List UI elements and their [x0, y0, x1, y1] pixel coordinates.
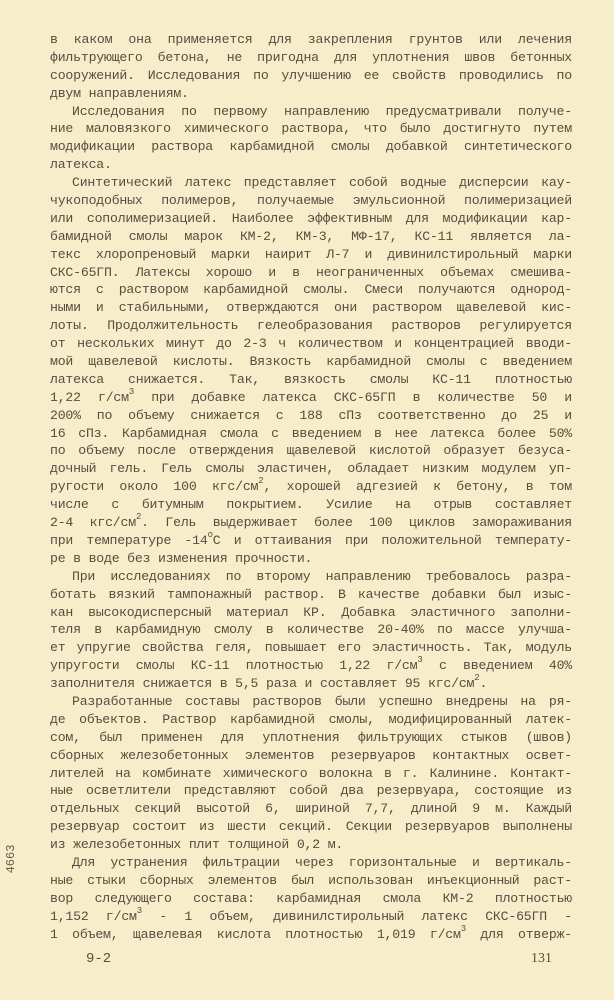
- text-segment: де объектов. Раствор карбамидной смолы, модифицированный латек-: [50, 711, 572, 727]
- paragraph: [50, 103, 572, 175]
- text-line: [50, 800, 572, 818]
- paragraph: [50, 693, 572, 854]
- text-segment: в каком она применяется для закрепления грунтов или лечения: [50, 32, 572, 47]
- text-segment: от нескольких минут до 2-3 ч количеством и концентрацией вводи-: [50, 336, 572, 352]
- text-segment: фильтрующего бетона, не пригодна для уплотнения швов бетонных: [50, 49, 572, 65]
- text-line: [50, 425, 572, 443]
- text-segment: латекса.: [50, 157, 112, 173]
- text-segment: 1,22 г/см: [50, 389, 129, 405]
- text-line: [50, 836, 572, 854]
- text-line: [50, 353, 572, 371]
- document-body: [50, 31, 572, 943]
- text-segment: 2-4 кгс/см: [50, 515, 136, 531]
- text-segment: ными и стабильными, отверждаются они раствором щавелевой кис-: [50, 300, 572, 316]
- text-line: [50, 550, 572, 568]
- text-segment: 200% по объему снижается с 188 сПз соответственно до 25 и: [50, 407, 572, 423]
- text-line: [50, 765, 572, 783]
- text-line: [50, 299, 572, 317]
- text-segment: для отверж-: [465, 926, 572, 942]
- text-line: [50, 604, 572, 622]
- text-line: [50, 818, 572, 836]
- text-line: [50, 103, 572, 121]
- text-segment: 1,152 г/см: [50, 908, 137, 924]
- text-segment: ботать вязкий тампонажный раствор. В качестве добавки был изыс-: [50, 586, 572, 602]
- text-line: [50, 156, 572, 174]
- text-line: [50, 192, 572, 210]
- text-segment: из железобетонных плит толщиной 0,2 м.: [50, 837, 344, 853]
- text-segment: С и оттаивания при положительной температу-: [212, 532, 572, 548]
- text-segment: ругости около 100 кгс/см: [50, 479, 259, 495]
- text-line: [50, 496, 572, 514]
- text-line: [50, 529, 572, 550]
- text-line: [50, 568, 572, 586]
- superscript: 3: [128, 386, 135, 397]
- text-segment: с введением 40%: [422, 658, 573, 674]
- text-line: [50, 281, 572, 299]
- superscript: о: [207, 529, 213, 540]
- text-line: [50, 120, 572, 138]
- paragraph: [50, 568, 572, 693]
- text-segment: Синтетический латекс представляет собой водные дисперсии кау-: [72, 175, 572, 191]
- text-segment: Для устранения фильтрации через горизонтальные и вертикаль-: [72, 854, 572, 870]
- text-segment: чукоподобных полимеров, получаемые эмульсионной полимеризацией: [50, 193, 572, 209]
- text-line: [50, 586, 572, 604]
- text-segment: сборных железобетонных элементов резервуаров контактных освет-: [50, 747, 572, 763]
- superscript: 3: [136, 905, 142, 916]
- text-line: [50, 85, 572, 103]
- text-line: [50, 478, 572, 496]
- text-line: [50, 49, 572, 67]
- paragraph: [50, 854, 572, 943]
- text-segment: дочный гель. Гель смолы эластичен, обладает низким модулем уп-: [50, 461, 572, 477]
- text-segment: .: [479, 676, 488, 692]
- text-line: [50, 747, 572, 765]
- text-line: [50, 514, 572, 532]
- paragraph: [50, 174, 572, 568]
- text-segment: лоты. Продолжительность гелеобразования растворов регулируется: [50, 318, 572, 334]
- text-line: [50, 210, 572, 228]
- text-segment: при добавке латекса СКС-65ГП в количестве 50 и: [134, 389, 572, 405]
- text-line: [50, 174, 572, 192]
- text-segment: числе с битумным покрытием. Усилие на отрыв составляет: [50, 497, 572, 513]
- superscript: 2: [135, 512, 142, 523]
- text-segment: , хорошей адгезией к бетону, в том: [263, 479, 572, 495]
- text-line: [50, 782, 572, 800]
- text-segment: . Гель выдерживает более 100 циклов замораживания: [141, 515, 572, 531]
- text-line: [50, 639, 572, 657]
- superscript: 3: [417, 655, 423, 666]
- superscript: 3: [460, 923, 466, 934]
- text-segment: - 1 объем, дивинилстирольный латекс СКС-65ГП -: [141, 908, 572, 924]
- text-segment: резервуар состоит из шести секций. Секции резервуаров выполнены: [50, 819, 572, 835]
- text-segment: латекса снижается. Так, вязкость смолы КС-11 плотностью: [50, 371, 572, 387]
- text-line: [50, 460, 572, 478]
- text-line: [50, 317, 572, 335]
- text-line: [50, 923, 572, 944]
- text-line: [50, 67, 572, 85]
- superscript: 2: [258, 476, 264, 487]
- text-line: [50, 31, 572, 49]
- text-line: [50, 711, 572, 729]
- text-segment: или сополимеризацией. Наиболее эффективным для модификации кар-: [50, 210, 572, 226]
- text-line: [50, 854, 572, 872]
- text-line: [50, 890, 572, 908]
- text-segment: отдельных секций высотой 6, шириной 7,7, длиной 9 м. Каждый: [50, 801, 572, 817]
- text-line: [50, 138, 572, 156]
- text-line: [50, 729, 572, 747]
- text-segment: вор следующего состава: карбамидная смола КМ-2 плотностью: [50, 890, 572, 906]
- text-segment: при температуре -14: [50, 532, 208, 548]
- text-segment: двум направлениям.: [50, 85, 189, 101]
- text-line: [50, 335, 572, 353]
- text-segment: модификации раствора карбамидной смолы добавкой синтетического: [50, 139, 572, 155]
- text-segment: бамидной смолы марок КМ-2, КМ-3, МФ-17, КС-11 является ла-: [50, 228, 572, 244]
- text-segment: СКС-65ГП. Латексы хорошо и в неограниченных объемах смешива-: [50, 264, 572, 280]
- text-segment: 1 объем, щавелевая кислота плотностью 1,019 г/см: [50, 926, 461, 942]
- page-number: 131: [531, 951, 552, 966]
- text-segment: ре в воде без изменения прочности.: [50, 550, 313, 566]
- text-segment: заполнителя снижается в 5,5 раза и составляет 95 кгс/см: [50, 676, 475, 692]
- text-segment: ет упругие свойства геля, повышает его эластичность. Так, модуль: [50, 640, 572, 656]
- text-segment: ные осветлители представляют собой два резервуара, состоящие из: [50, 783, 572, 799]
- superscript: 2: [474, 673, 480, 684]
- text-segment: лителей на комбинате химического волокна в г. Калинине. Контакт-: [50, 765, 572, 781]
- text-segment: кан высокодисперсный материал КР. Добавка эластичного заполни-: [50, 604, 572, 620]
- text-line: [50, 657, 572, 675]
- margin-note: 4663: [4, 844, 18, 874]
- text-segment: теля в карбамидную смолу в количестве 20-40% по массе улучша-: [50, 622, 572, 638]
- text-line: [50, 264, 572, 282]
- text-line: [50, 407, 572, 425]
- text-segment: упругости смолы КС-11 плотностью 1,22 г/см: [50, 658, 418, 674]
- text-line: [50, 905, 572, 926]
- text-segment: При исследованиях по второму направлению требовалось разра-: [72, 568, 572, 584]
- signature-mark: 9-2: [86, 951, 112, 967]
- text-line: [50, 872, 572, 890]
- text-line: [50, 228, 572, 246]
- text-line: [50, 693, 572, 711]
- text-segment: мой щавелевой кислоты. Вязкость карбамидной смолы с введением: [50, 354, 572, 370]
- text-segment: текс хлоропреновый марки наирит Л-7 и дивинилстирольный марки: [50, 246, 572, 262]
- text-segment: Разработанные составы растворов были успешно внедрены на ря-: [72, 693, 572, 709]
- text-segment: Исследования по первому направлению предусматривали получе-: [72, 103, 572, 119]
- text-segment: сом, был применен для уплотнения фильтрующих стыков (швов): [50, 729, 572, 745]
- text-segment: ние маловязкого химического раствора, что было достигнуто путем: [50, 121, 572, 137]
- text-line: [50, 675, 572, 693]
- text-segment: сооружений. Исследования по улучшению ее свойств проводились по: [50, 67, 572, 83]
- text-line: [50, 621, 572, 639]
- text-segment: ются с раствором карбамидной смолы. Смеси получаются однород-: [50, 282, 572, 298]
- text-line: [50, 386, 572, 407]
- text-line: [50, 246, 572, 264]
- text-segment: по объему после отверждения щавелевой кислотой образует безуса-: [50, 443, 572, 459]
- paragraph: [50, 31, 572, 103]
- text-segment: 16 сПз. Карбамидная смола с введением в нее латекса более 50%: [50, 425, 572, 441]
- text-segment: ные стыки сборных элементов был использован инъекционный раст-: [50, 872, 572, 888]
- text-line: [50, 442, 572, 460]
